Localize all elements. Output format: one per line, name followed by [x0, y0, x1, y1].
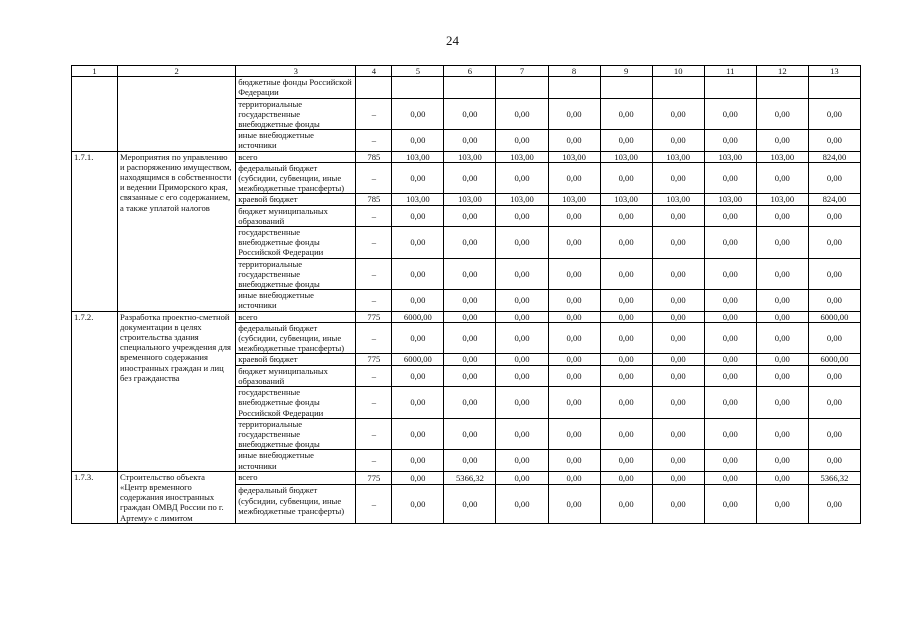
- value-cell: 0,00: [756, 450, 808, 471]
- value-cell: 0,00: [496, 485, 548, 523]
- value-cell: 0,00: [392, 450, 444, 471]
- budget-table: [71, 65, 861, 524]
- page-number: 24: [446, 33, 459, 48]
- value-cell: 0,00: [392, 365, 444, 386]
- value-cell: 0,00: [756, 290, 808, 311]
- code-cell: 1.7.1.: [72, 151, 118, 311]
- value-cell: 0,00: [444, 387, 496, 419]
- value-cell: –: [356, 485, 392, 523]
- value-cell: 103,00: [444, 194, 496, 205]
- value-cell: 0,00: [444, 290, 496, 311]
- header-cell: 13: [808, 66, 860, 77]
- source-cell: территориальные государственные внебюджетные фонды: [236, 258, 356, 290]
- source-cell: федеральный бюджет (субсидии, субвенции, иные межбюджетные трансферты): [236, 322, 356, 354]
- value-cell: 0,00: [548, 290, 600, 311]
- value-cell: 0,00: [600, 258, 652, 290]
- value-cell: 0,00: [392, 322, 444, 354]
- source-cell: краевой бюджет: [236, 194, 356, 205]
- header-cell: 12: [756, 66, 808, 77]
- value-cell: 0,00: [704, 418, 756, 450]
- source-cell: иные внебюджетные источники: [236, 290, 356, 311]
- value-cell: 0,00: [704, 365, 756, 386]
- name-cell: [118, 77, 236, 151]
- value-cell: 0,00: [808, 418, 860, 450]
- value-cell: 0,00: [652, 258, 704, 290]
- value-cell: 0,00: [756, 162, 808, 194]
- value-cell: [808, 77, 860, 98]
- value-cell: –: [356, 98, 392, 130]
- name-cell: Разработка проектно-сметной документации в целях строительства здания специального учреждения для временного содержания иностранных граждан и лиц без гражданства: [118, 311, 236, 471]
- value-cell: 0,00: [600, 365, 652, 386]
- table-row: [72, 77, 861, 98]
- source-cell: иные внебюджетные источники: [236, 450, 356, 471]
- value-cell: 0,00: [808, 205, 860, 226]
- value-cell: 0,00: [444, 354, 496, 365]
- value-cell: –: [356, 387, 392, 419]
- value-cell: 0,00: [756, 365, 808, 386]
- value-cell: 0,00: [548, 418, 600, 450]
- value-cell: 103,00: [496, 151, 548, 162]
- table-row: [72, 311, 861, 322]
- value-cell: 6000,00: [392, 311, 444, 322]
- value-cell: 0,00: [652, 354, 704, 365]
- value-cell: 0,00: [808, 450, 860, 471]
- value-cell: 0,00: [704, 290, 756, 311]
- value-cell: 0,00: [496, 418, 548, 450]
- header-cell: 8: [548, 66, 600, 77]
- value-cell: 0,00: [652, 98, 704, 130]
- value-cell: [548, 77, 600, 98]
- value-cell: 0,00: [496, 227, 548, 259]
- value-cell: 0,00: [652, 471, 704, 485]
- value-cell: 0,00: [548, 227, 600, 259]
- value-cell: 0,00: [704, 354, 756, 365]
- value-cell: 0,00: [444, 311, 496, 322]
- value-cell: –: [356, 258, 392, 290]
- value-cell: –: [356, 450, 392, 471]
- source-cell: государственные внебюджетные фонды Российской Федерации: [236, 387, 356, 419]
- value-cell: 0,00: [808, 322, 860, 354]
- value-cell: –: [356, 205, 392, 226]
- value-cell: 0,00: [600, 471, 652, 485]
- value-cell: 0,00: [756, 387, 808, 419]
- value-cell: 103,00: [600, 194, 652, 205]
- value-cell: 0,00: [600, 205, 652, 226]
- value-cell: 0,00: [704, 450, 756, 471]
- value-cell: 0,00: [756, 418, 808, 450]
- value-cell: 0,00: [808, 130, 860, 151]
- value-cell: 0,00: [652, 162, 704, 194]
- value-cell: 0,00: [652, 418, 704, 450]
- value-cell: 0,00: [548, 354, 600, 365]
- value-cell: 0,00: [704, 227, 756, 259]
- value-cell: 0,00: [548, 205, 600, 226]
- value-cell: 0,00: [652, 311, 704, 322]
- value-cell: 0,00: [652, 130, 704, 151]
- value-cell: 103,00: [600, 151, 652, 162]
- value-cell: 103,00: [392, 194, 444, 205]
- value-cell: 0,00: [392, 98, 444, 130]
- value-cell: 0,00: [704, 130, 756, 151]
- value-cell: 775: [356, 354, 392, 365]
- value-cell: 0,00: [704, 258, 756, 290]
- value-cell: 103,00: [444, 151, 496, 162]
- value-cell: 824,00: [808, 151, 860, 162]
- value-cell: 103,00: [548, 151, 600, 162]
- source-cell: территориальные государственные внебюджетные фонды: [236, 418, 356, 450]
- value-cell: 6000,00: [392, 354, 444, 365]
- header-cell: 11: [704, 66, 756, 77]
- header-cell: 1: [72, 66, 118, 77]
- value-cell: [652, 77, 704, 98]
- value-cell: 0,00: [808, 485, 860, 523]
- value-cell: 0,00: [548, 162, 600, 194]
- value-cell: 0,00: [808, 365, 860, 386]
- value-cell: [356, 77, 392, 98]
- value-cell: 0,00: [444, 130, 496, 151]
- value-cell: 5366,32: [808, 471, 860, 485]
- value-cell: 6000,00: [808, 311, 860, 322]
- value-cell: 0,00: [496, 365, 548, 386]
- value-cell: [600, 77, 652, 98]
- table-body: [72, 66, 861, 524]
- value-cell: 775: [356, 311, 392, 322]
- value-cell: 0,00: [652, 290, 704, 311]
- value-cell: 0,00: [392, 290, 444, 311]
- source-cell: всего: [236, 471, 356, 485]
- value-cell: 0,00: [600, 98, 652, 130]
- value-cell: 0,00: [496, 450, 548, 471]
- value-cell: 0,00: [392, 205, 444, 226]
- value-cell: 0,00: [600, 162, 652, 194]
- value-cell: 0,00: [496, 130, 548, 151]
- value-cell: 0,00: [808, 258, 860, 290]
- value-cell: 0,00: [496, 258, 548, 290]
- code-cell: [72, 77, 118, 151]
- value-cell: 0,00: [652, 322, 704, 354]
- source-cell: иные внебюджетные источники: [236, 130, 356, 151]
- value-cell: 6000,00: [808, 354, 860, 365]
- value-cell: 0,00: [444, 258, 496, 290]
- value-cell: 0,00: [444, 365, 496, 386]
- value-cell: 0,00: [652, 387, 704, 419]
- value-cell: 0,00: [548, 387, 600, 419]
- value-cell: 0,00: [704, 471, 756, 485]
- value-cell: [392, 77, 444, 98]
- value-cell: 103,00: [704, 151, 756, 162]
- value-cell: 0,00: [444, 227, 496, 259]
- value-cell: 785: [356, 151, 392, 162]
- header-row: [72, 66, 861, 77]
- value-cell: 775: [356, 471, 392, 485]
- value-cell: 0,00: [808, 227, 860, 259]
- header-cell: 9: [600, 66, 652, 77]
- value-cell: 0,00: [756, 98, 808, 130]
- value-cell: 0,00: [496, 205, 548, 226]
- value-cell: 0,00: [496, 162, 548, 194]
- header-cell: 7: [496, 66, 548, 77]
- value-cell: 0,00: [704, 311, 756, 322]
- value-cell: 103,00: [756, 151, 808, 162]
- value-cell: 0,00: [600, 130, 652, 151]
- code-cell: 1.7.3.: [72, 471, 118, 523]
- value-cell: 0,00: [444, 485, 496, 523]
- name-cell: Строительство объекта «Центр временного содержания иностранных граждан ОМВД России по г. Артему» с лимитом: [118, 471, 236, 523]
- name-cell: Мероприятия по управлению и распоряжению имуществом, находящимся в собственности и ведении Приморского края, связанные с его содержанием, а также уплатой налогов: [118, 151, 236, 311]
- value-cell: 0,00: [496, 471, 548, 485]
- code-cell: 1.7.2.: [72, 311, 118, 471]
- value-cell: 0,00: [756, 471, 808, 485]
- source-cell: краевой бюджет: [236, 354, 356, 365]
- value-cell: –: [356, 322, 392, 354]
- value-cell: 0,00: [392, 387, 444, 419]
- value-cell: –: [356, 365, 392, 386]
- header-cell: 5: [392, 66, 444, 77]
- value-cell: 0,00: [756, 485, 808, 523]
- value-cell: –: [356, 227, 392, 259]
- value-cell: 0,00: [600, 290, 652, 311]
- value-cell: 0,00: [600, 450, 652, 471]
- value-cell: 0,00: [652, 227, 704, 259]
- table-row: [72, 151, 861, 162]
- value-cell: 0,00: [548, 485, 600, 523]
- header-cell: 10: [652, 66, 704, 77]
- value-cell: 0,00: [704, 205, 756, 226]
- header-cell: 2: [118, 66, 236, 77]
- value-cell: [756, 77, 808, 98]
- value-cell: 0,00: [444, 205, 496, 226]
- value-cell: 0,00: [808, 162, 860, 194]
- value-cell: 0,00: [548, 98, 600, 130]
- value-cell: 0,00: [548, 322, 600, 354]
- value-cell: 0,00: [392, 485, 444, 523]
- source-cell: федеральный бюджет (субсидии, субвенции, иные межбюджетные трансферты): [236, 162, 356, 194]
- value-cell: 0,00: [704, 387, 756, 419]
- value-cell: 0,00: [704, 162, 756, 194]
- value-cell: 0,00: [496, 98, 548, 130]
- value-cell: 0,00: [496, 311, 548, 322]
- value-cell: 0,00: [652, 365, 704, 386]
- value-cell: –: [356, 130, 392, 151]
- header-cell: 6: [444, 66, 496, 77]
- value-cell: 0,00: [600, 387, 652, 419]
- value-cell: 0,00: [444, 450, 496, 471]
- value-cell: 824,00: [808, 194, 860, 205]
- value-cell: 0,00: [392, 418, 444, 450]
- value-cell: 103,00: [392, 151, 444, 162]
- value-cell: 785: [356, 194, 392, 205]
- value-cell: 0,00: [756, 354, 808, 365]
- value-cell: 0,00: [600, 311, 652, 322]
- value-cell: 0,00: [496, 354, 548, 365]
- value-cell: 0,00: [756, 227, 808, 259]
- source-cell: федеральный бюджет (субсидии, субвенции, иные межбюджетные трансферты): [236, 485, 356, 523]
- value-cell: 0,00: [652, 450, 704, 471]
- value-cell: [444, 77, 496, 98]
- value-cell: 0,00: [548, 311, 600, 322]
- value-cell: 0,00: [444, 418, 496, 450]
- value-cell: –: [356, 290, 392, 311]
- source-cell: бюджет муниципальных образований: [236, 365, 356, 386]
- value-cell: 0,00: [808, 290, 860, 311]
- value-cell: 103,00: [548, 194, 600, 205]
- header-cell: 4: [356, 66, 392, 77]
- value-cell: 103,00: [652, 151, 704, 162]
- source-cell: всего: [236, 311, 356, 322]
- value-cell: 0,00: [756, 311, 808, 322]
- value-cell: [496, 77, 548, 98]
- value-cell: 0,00: [496, 387, 548, 419]
- source-cell: всего: [236, 151, 356, 162]
- value-cell: 0,00: [756, 130, 808, 151]
- value-cell: 0,00: [704, 485, 756, 523]
- value-cell: [704, 77, 756, 98]
- header-cell: 3: [236, 66, 356, 77]
- source-cell: бюджет муниципальных образований: [236, 205, 356, 226]
- value-cell: 0,00: [392, 471, 444, 485]
- value-cell: 0,00: [444, 322, 496, 354]
- value-cell: 0,00: [444, 162, 496, 194]
- value-cell: 0,00: [548, 258, 600, 290]
- value-cell: 103,00: [704, 194, 756, 205]
- value-cell: 103,00: [652, 194, 704, 205]
- source-cell: государственные внебюджетные фонды Российской Федерации: [236, 227, 356, 259]
- value-cell: 0,00: [392, 162, 444, 194]
- source-cell: территориальные государственные внебюджетные фонды: [236, 98, 356, 130]
- value-cell: 0,00: [600, 227, 652, 259]
- value-cell: 0,00: [756, 322, 808, 354]
- value-cell: 0,00: [444, 98, 496, 130]
- value-cell: 0,00: [652, 205, 704, 226]
- table-row: [72, 471, 861, 485]
- value-cell: 0,00: [600, 354, 652, 365]
- value-cell: 0,00: [600, 485, 652, 523]
- value-cell: 0,00: [392, 130, 444, 151]
- value-cell: 0,00: [496, 290, 548, 311]
- value-cell: 0,00: [548, 365, 600, 386]
- value-cell: 0,00: [392, 227, 444, 259]
- value-cell: 0,00: [704, 322, 756, 354]
- value-cell: 0,00: [548, 450, 600, 471]
- value-cell: 0,00: [392, 258, 444, 290]
- value-cell: 103,00: [756, 194, 808, 205]
- value-cell: 0,00: [756, 205, 808, 226]
- source-cell: бюджетные фонды Российской Федерации: [236, 77, 356, 98]
- value-cell: 0,00: [600, 322, 652, 354]
- value-cell: 0,00: [808, 387, 860, 419]
- value-cell: 0,00: [704, 98, 756, 130]
- value-cell: –: [356, 162, 392, 194]
- value-cell: –: [356, 418, 392, 450]
- value-cell: 0,00: [548, 130, 600, 151]
- value-cell: 0,00: [756, 258, 808, 290]
- value-cell: 0,00: [808, 98, 860, 130]
- value-cell: 0,00: [548, 471, 600, 485]
- value-cell: 103,00: [496, 194, 548, 205]
- value-cell: 0,00: [652, 485, 704, 523]
- value-cell: 5366,32: [444, 471, 496, 485]
- value-cell: 0,00: [496, 322, 548, 354]
- value-cell: 0,00: [600, 418, 652, 450]
